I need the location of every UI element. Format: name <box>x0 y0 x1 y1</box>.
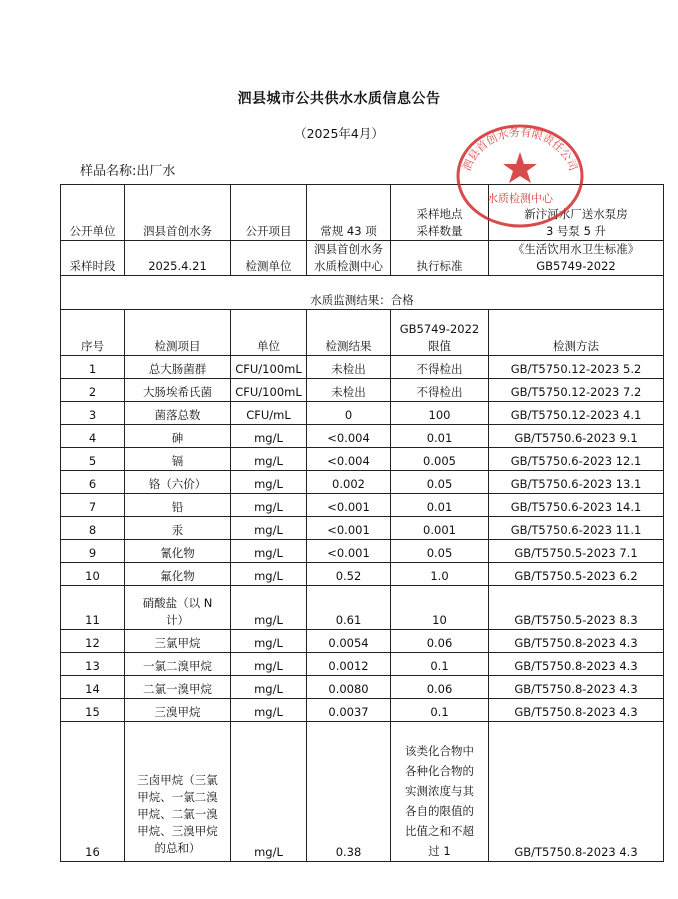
result-row <box>61 276 664 310</box>
row-limit: 0.001 <box>391 517 489 540</box>
publish-items-label: 公开项目 <box>231 185 307 241</box>
row-unit: mg/L <box>231 653 307 676</box>
row-unit: mg/L <box>231 630 307 653</box>
col-method: 检测方法 <box>489 310 664 356</box>
row-no: 5 <box>61 448 125 471</box>
standard-value <box>489 241 664 276</box>
table-row <box>61 699 664 722</box>
row-unit: mg/L <box>231 586 307 630</box>
row-result: 未检出 <box>307 379 391 402</box>
row-unit: mg/L <box>231 676 307 699</box>
row-unit: mg/L <box>231 699 307 722</box>
row-no: 2 <box>61 379 125 402</box>
row-no: 14 <box>61 676 125 699</box>
row-no: 12 <box>61 630 125 653</box>
row-limit-line5: 比值之和不超 <box>405 824 474 838</box>
row-item: 三氯甲烷 <box>125 630 231 653</box>
row-item: 一氯二溴甲烷 <box>125 653 231 676</box>
row-result: 0.0054 <box>307 630 391 653</box>
row-method: GB/T5750.12-2023 5.2 <box>489 356 664 379</box>
table-row <box>61 630 664 653</box>
table-row <box>61 563 664 586</box>
row-no: 13 <box>61 653 125 676</box>
col-limit-line2: 限值 <box>428 339 451 353</box>
row-result: 未检出 <box>307 356 391 379</box>
info-row-2 <box>61 241 664 276</box>
col-unit: 单位 <box>231 310 307 356</box>
row-unit: mg/L <box>231 722 307 862</box>
sampling-site-label-line1: 采样地点 <box>416 207 463 221</box>
table-row <box>61 356 664 379</box>
row-no: 7 <box>61 494 125 517</box>
table-row <box>61 540 664 563</box>
row-result: <0.004 <box>307 425 391 448</box>
row-item: 砷 <box>125 425 231 448</box>
row-item: 铅 <box>125 494 231 517</box>
row-result: 0.002 <box>307 471 391 494</box>
publisher-label: 公开单位 <box>61 185 125 241</box>
table-row <box>61 517 664 540</box>
row-method: GB/T5750.6-2023 9.1 <box>489 425 664 448</box>
row-limit <box>391 722 489 862</box>
sampling-site-value-line2: 3 号泵 5 升 <box>545 224 607 238</box>
row-method: GB/T5750.12-2023 4.1 <box>489 402 664 425</box>
testing-unit-value-line2: 水质检测中心 <box>314 259 383 273</box>
sampling-site-value-line1: 新汴河水厂送水泵房 <box>524 207 628 221</box>
testing-unit-value <box>307 241 391 276</box>
sampling-site-label-line2: 采样数量 <box>416 224 463 238</box>
testing-unit-value-line1: 泗县首创水务 <box>314 242 383 256</box>
row-result: 0 <box>307 402 391 425</box>
row-item <box>125 722 231 862</box>
row-item: 总大肠菌群 <box>125 356 231 379</box>
row-method: GB/T5750.5-2023 7.1 <box>489 540 664 563</box>
row-item: 汞 <box>125 517 231 540</box>
row-unit: CFU/100mL <box>231 356 307 379</box>
row-limit: 100 <box>391 402 489 425</box>
row-limit: 0.1 <box>391 653 489 676</box>
row-limit-line6: 过 1 <box>428 844 451 858</box>
row-item-line5: 的总和） <box>154 841 201 855</box>
row-no: 1 <box>61 356 125 379</box>
row-method: GB/T5750.6-2023 11.1 <box>489 517 664 540</box>
row-item-line4: 甲烷、三溴甲烷 <box>137 824 218 838</box>
row-method: GB/T5750.5-2023 6.2 <box>489 563 664 586</box>
row-no: 16 <box>61 722 125 862</box>
row-result: 0.61 <box>307 586 391 630</box>
row-no: 8 <box>61 517 125 540</box>
publisher-value: 泗县首创水务 <box>125 185 231 241</box>
table-row <box>61 722 664 862</box>
seal-star-icon <box>503 152 537 183</box>
row-limit: 10 <box>391 586 489 630</box>
water-quality-table <box>60 184 664 862</box>
row-limit: 不得检出 <box>391 356 489 379</box>
row-method: GB/T5750.8-2023 4.3 <box>489 653 664 676</box>
table-row <box>61 448 664 471</box>
table-row <box>61 471 664 494</box>
row-method: GB/T5750.5-2023 8.3 <box>489 586 664 630</box>
row-limit-line4: 各自的限值的 <box>405 804 474 818</box>
table-row <box>61 379 664 402</box>
row-limit: 0.01 <box>391 494 489 517</box>
standard-value-line1: 《生活饮用水卫生标准》 <box>512 242 640 256</box>
row-no: 11 <box>61 586 125 630</box>
publish-items-value: 常规 43 项 <box>307 185 391 241</box>
col-result: 检测结果 <box>307 310 391 356</box>
table-row <box>61 402 664 425</box>
row-result: <0.001 <box>307 540 391 563</box>
row-item: 大肠埃希氏菌 <box>125 379 231 402</box>
row-result: <0.001 <box>307 494 391 517</box>
row-unit: mg/L <box>231 563 307 586</box>
table-row <box>61 494 664 517</box>
row-item: 氟化物 <box>125 563 231 586</box>
row-result: 0.0037 <box>307 699 391 722</box>
seal-ring-text: 泗县首创水务有限责任公司 <box>460 125 580 173</box>
sampling-period-label: 采样时段 <box>61 241 125 276</box>
row-item-line2: 计） <box>166 613 189 627</box>
row-result: <0.004 <box>307 448 391 471</box>
row-no: 10 <box>61 563 125 586</box>
row-unit: mg/L <box>231 425 307 448</box>
row-item: 铬（六价） <box>125 471 231 494</box>
page-title: 泗县城市公共供水水质信息公告 <box>237 91 441 107</box>
row-method: GB/T5750.8-2023 4.3 <box>489 630 664 653</box>
row-item-line3: 甲烷、二氯一溴 <box>137 807 218 821</box>
col-limit <box>391 310 489 356</box>
row-item: 菌落总数 <box>125 402 231 425</box>
official-seal <box>452 118 588 228</box>
row-unit: mg/L <box>231 517 307 540</box>
row-limit: 0.05 <box>391 471 489 494</box>
row-no: 15 <box>61 699 125 722</box>
row-limit: 不得检出 <box>391 379 489 402</box>
col-item: 检测项目 <box>125 310 231 356</box>
row-item: 镉 <box>125 448 231 471</box>
row-item-line1: 硝酸盐（以 N <box>142 596 213 610</box>
row-limit: 0.06 <box>391 676 489 699</box>
testing-unit-label: 检测单位 <box>231 241 307 276</box>
row-item-line2: 甲烷、一氯二溴 <box>137 790 218 804</box>
row-item: 三溴甲烷 <box>125 699 231 722</box>
row-limit-line3: 实测浓度与其 <box>405 784 474 798</box>
row-limit: 0.05 <box>391 540 489 563</box>
standard-value-line2: GB5749-2022 <box>536 259 616 273</box>
row-limit: 0.1 <box>391 699 489 722</box>
row-result: 0.38 <box>307 722 391 862</box>
row-unit: mg/L <box>231 471 307 494</box>
row-no: 3 <box>61 402 125 425</box>
row-limit: 1.0 <box>391 563 489 586</box>
row-unit: mg/L <box>231 448 307 471</box>
row-no: 6 <box>61 471 125 494</box>
row-method: GB/T5750.8-2023 4.3 <box>489 676 664 699</box>
sample-name: 样品名称:出厂水 <box>80 164 176 179</box>
row-method: GB/T5750.8-2023 4.3 <box>489 699 664 722</box>
standard-label: 执行标准 <box>391 241 489 276</box>
row-method: GB/T5750.8-2023 4.3 <box>489 722 664 862</box>
col-limit-line1: GB5749-2022 <box>399 322 480 336</box>
row-limit: 0.005 <box>391 448 489 471</box>
table-row <box>61 586 664 630</box>
row-limit: 0.06 <box>391 630 489 653</box>
row-unit: mg/L <box>231 540 307 563</box>
sampling-period-value: 2025.4.21 <box>125 241 231 276</box>
report-period: （2025年4月） <box>294 126 384 141</box>
row-method: GB/T5750.6-2023 12.1 <box>489 448 664 471</box>
table-row <box>61 676 664 699</box>
seal-center-text: 水质检测中心 <box>487 192 553 205</box>
row-item-line1: 三卤甲烷（三氯 <box>137 773 218 787</box>
overall-result: 水质监测结果：合格 <box>61 276 664 310</box>
row-method: GB/T5750.12-2023 7.2 <box>489 379 664 402</box>
row-result: <0.001 <box>307 517 391 540</box>
row-result: 0.52 <box>307 563 391 586</box>
row-unit: mg/L <box>231 494 307 517</box>
table-row <box>61 425 664 448</box>
col-no: 序号 <box>61 310 125 356</box>
row-unit: CFU/100mL <box>231 379 307 402</box>
row-item: 二氯一溴甲烷 <box>125 676 231 699</box>
row-no: 4 <box>61 425 125 448</box>
row-item <box>125 586 231 630</box>
row-no: 9 <box>61 540 125 563</box>
column-header-row <box>61 310 664 356</box>
row-limit-line2: 各种化合物的 <box>405 764 474 778</box>
row-unit: CFU/mL <box>231 402 307 425</box>
row-result: 0.0012 <box>307 653 391 676</box>
row-item: 氰化物 <box>125 540 231 563</box>
row-result: 0.0080 <box>307 676 391 699</box>
table-row <box>61 653 664 676</box>
row-method: GB/T5750.6-2023 14.1 <box>489 494 664 517</box>
row-limit: 0.01 <box>391 425 489 448</box>
row-method: GB/T5750.6-2023 13.1 <box>489 471 664 494</box>
row-limit-line1: 该类化合物中 <box>405 744 474 758</box>
